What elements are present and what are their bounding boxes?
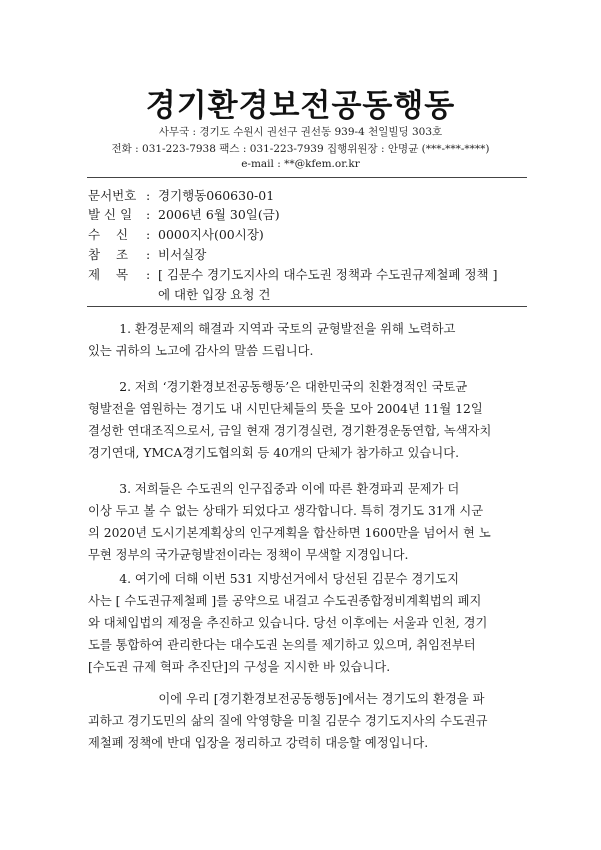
- organization-title: 경기환경보전공동행동: [145, 88, 456, 124]
- contact-info: 전화 : 031-223-7938 팩스 : 031-223-7939 집행위원장 : 안명균 (***-***-****): [111, 143, 490, 155]
- meta-date: [88, 205, 280, 223]
- meta-colon: :: [146, 188, 151, 203]
- email-address: e-mail : **@kfem.or.kr: [241, 158, 360, 170]
- paragraph-line: 3. 저희들은 수도권의 인구집중과 이에 따른 환경파괴 문제가 더: [88, 482, 460, 496]
- paragraph-line: 형발전을 염원하는 경기도 내 시민단체들의 뜻을 모아 2004년 11월 12일: [88, 402, 483, 416]
- meta-subject: [88, 265, 497, 283]
- paragraph-line: 경기연대, YMCA경기도협의회 등 40개의 단체가 참가하고 있습니다.: [88, 446, 460, 460]
- meta-colon: :: [146, 227, 151, 242]
- meta-recipient-label: 수 신: [88, 227, 129, 242]
- paragraph-line: 와 대체입법의 제정을 추진하고 있습니다. 당선 이후에는 서울과 인천, 경기: [88, 616, 488, 630]
- meta-divider: [87, 306, 527, 307]
- meta-date-value: 2006년 6월 30일(금): [158, 207, 280, 222]
- paragraph-4: [88, 568, 524, 678]
- paragraph-line: 제철폐 정책에 반대 입장을 정리하고 강력히 대응할 예정입니다.: [88, 736, 429, 750]
- meta-date-label: 발 신 일: [88, 207, 133, 222]
- paragraph-line: [수도권 규제 혁파 추진단]의 구성을 지시한 바 있습니다.: [88, 660, 391, 674]
- header-divider: [87, 177, 527, 178]
- paragraph-line: 도를 통합하여 관리한다는 대수도권 논의를 제기하고 있으며, 취임전부터: [88, 638, 476, 652]
- paragraph-line: 괴하고 경기도민의 삶의 질에 악영향을 미칠 김문수 경기도지사의 수도권규: [88, 714, 488, 728]
- meta-reference-label: 참 조: [88, 247, 129, 262]
- meta-subject-label: 제 목: [88, 267, 129, 282]
- meta-subject-continued: [158, 285, 271, 303]
- paragraph-line: 사는 [ 수도권규제철폐 ]를 공약으로 내걸고 수도권종합정비계획법의 폐지: [88, 594, 482, 608]
- paragraph-2: [88, 376, 524, 464]
- meta-colon: :: [146, 267, 151, 282]
- paragraph-line: 무현 정부의 국가균형발전이라는 정책이 무색할 지경입니다.: [88, 548, 409, 562]
- paragraph-line: 1. 환경문제의 해결과 지역과 국토의 균형발전을 위해 노력하고: [88, 322, 456, 336]
- meta-recipient-value: 0000지사(00시장): [158, 227, 264, 242]
- paragraph-3: [88, 478, 524, 566]
- paragraph-line: 이에 우리 [경기환경보전공동행동]에서는 경기도의 환경을 파: [88, 692, 485, 706]
- meta-subject-value-line1: [ 김문수 경기도지사의 대수도권 정책과 수도권규제철폐 정책 ]: [158, 267, 498, 282]
- meta-doc-no-value: 경기행동060630-01: [158, 188, 275, 203]
- meta-reference: [88, 245, 206, 263]
- meta-doc-no: [88, 186, 274, 204]
- meta-colon: :: [146, 207, 151, 222]
- meta-doc-no-label: 문서번호: [88, 188, 137, 203]
- meta-colon: :: [146, 247, 151, 262]
- paragraph-5: [88, 688, 524, 754]
- office-address: 사무국 : 경기도 수원시 권선구 권선동 939-4 천일빌딩 303호: [158, 126, 443, 138]
- meta-recipient: [88, 225, 264, 243]
- meta-reference-value: 비서실장: [158, 247, 207, 262]
- paragraph-line: 결성한 연대조직으로서, 금일 현재 경기경실련, 경기환경운동연합, 녹색자치: [88, 424, 492, 438]
- meta-subject-value-line2: 에 대한 입장 요청 건: [158, 287, 271, 302]
- paragraph-line: 이상 두고 볼 수 없는 상태가 되었다고 생각합니다. 특히 경기도 31개 시군: [88, 504, 484, 518]
- paragraph-line: 의 2020년 도시기본계획상의 인구계획을 합산하면 1600만을 넘어서 현 노: [88, 526, 491, 540]
- paragraph-line: 4. 여기에 더해 이번 531 지방선거에서 당선된 김문수 경기도지: [88, 572, 459, 586]
- paragraph-1: [88, 318, 524, 362]
- paragraph-line: 있는 귀하의 노고에 감사의 말씀 드립니다.: [88, 344, 314, 358]
- paragraph-line: 2. 저희 ‘경기환경보전공동행동’은 대한민국의 친환경적인 국토균: [88, 380, 468, 394]
